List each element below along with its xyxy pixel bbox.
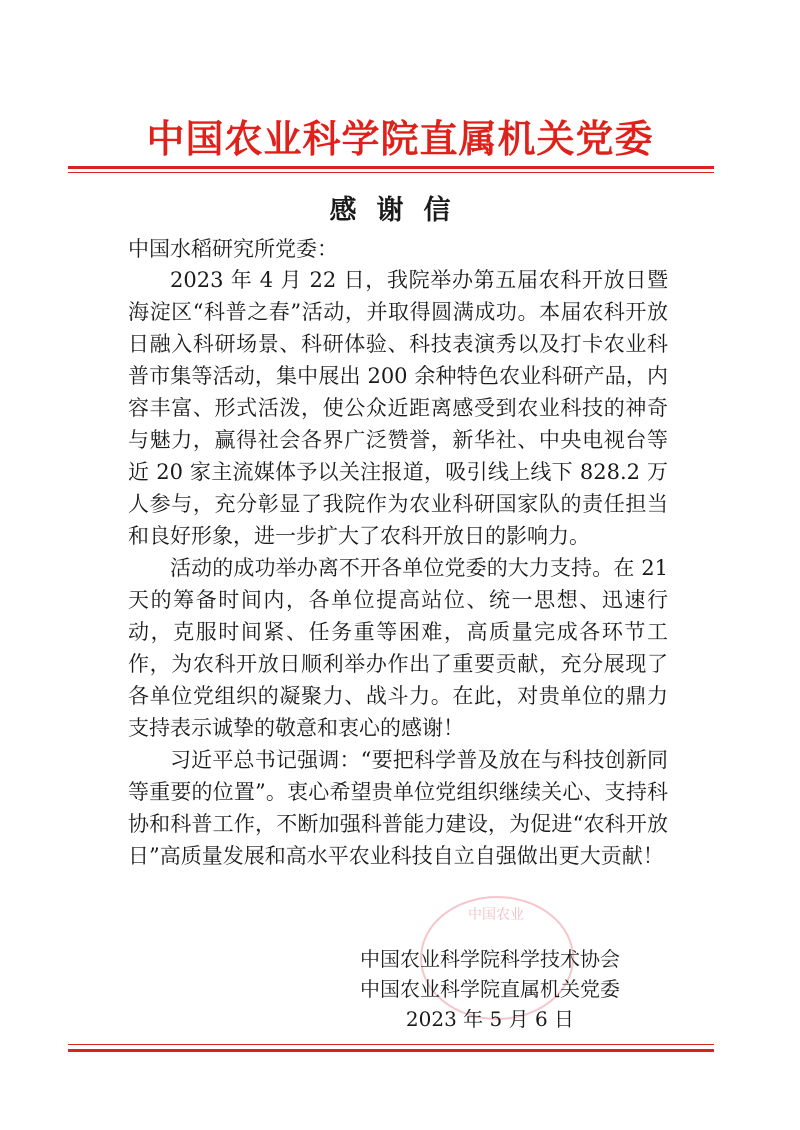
signature-block	[340, 944, 640, 1034]
paragraph-3: 习近平总书记强调：“要把科学普及放在与科技创新同等重要的位置”。衷心希望贵单位党组织继续关心、支持科协和科普工作，不断加强科普能力建设，为促进“农科开放日”高质量发展和高水平农业科技自立自强做出更大贡献！	[128, 748, 668, 868]
signature-line-2: 中国农业科学院直属机关党委	[360, 977, 620, 1001]
header-rule-thin	[68, 172, 714, 173]
signature-date: 2023 年 5 月 6 日	[405, 1007, 575, 1031]
header-rule-thick	[68, 166, 714, 169]
paragraph-2: 活动的成功举办离不开各单位党委的大力支持。在 21 天的筹备时间内，各单位提高站位、统一思想、迅速行动，克服时间紧、任务重等困难，高质量完成各环节工作，为农科开放日顺利举办作出了重要贡献，充分展现了各单位党组织的凝聚力、战斗力。在此，对贵单位的鼎力支持表示诚挚的敬意和衷心的感谢！	[128, 556, 668, 740]
footer-rule-thin	[68, 1044, 714, 1045]
paragraph-1: 2023 年 4 月 22 日，我院举办第五届农科开放日暨海淀区“科普之春”活动，并取得圆满成功。本届农科开放日融入科研场景、科研体验、科技表演秀以及打卡农业科普市集等活动，集中展出 200 余种特色农业科研产品，内容丰富、形式活泼，使公众近距离感受到农业科技的神奇与魅力，赢得社会各界广泛赞誉，新华社、中央电视台等近 20 家主流媒体予以关注报道，吸引线上线下 828.2 万人参与，充分彰显了我院作为农业科研国家队的责任担当和良好形象，进一步扩大了农科开放日的影响力。	[128, 268, 668, 548]
header-org-title: 中国农业科学院直属机关党委	[146, 117, 654, 161]
signature-line-1: 中国农业科学院科学技术协会	[360, 947, 620, 971]
letter-title: 感谢信	[329, 195, 471, 226]
seal-text: 中国农业	[468, 907, 524, 923]
letter-body	[128, 264, 668, 872]
footer-rule-thick	[68, 1049, 714, 1052]
salutation: 中国水稻研究所党委：	[128, 237, 338, 261]
